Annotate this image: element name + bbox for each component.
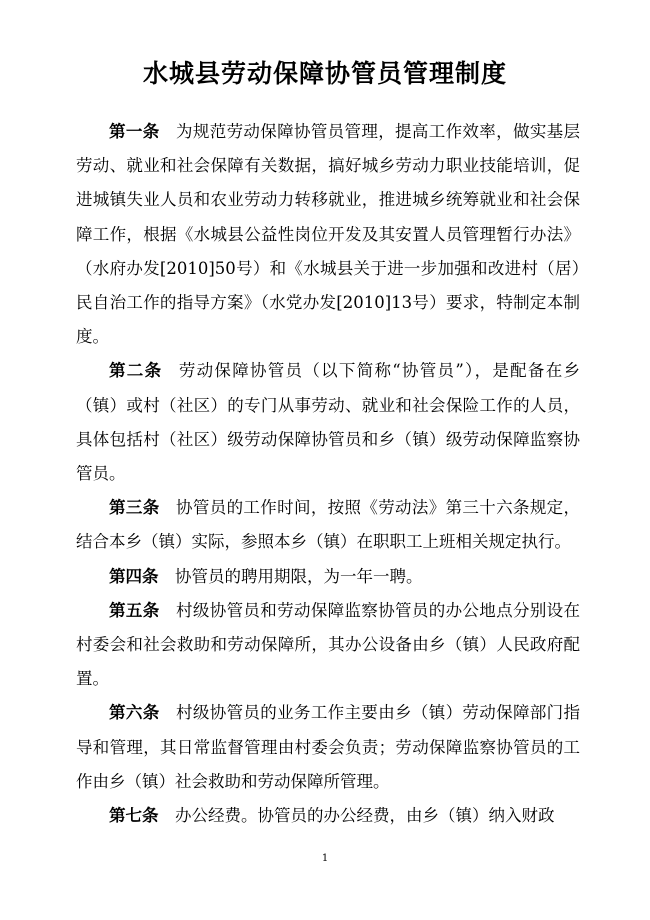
article-text: 劳动保障协管员（以下简称“协管员”），是配备在乡（镇）或村（社区）的专门从事劳动、就业和社会保险工作的人员，具体包括村（社区）级劳动保障协管员和乡（镇）级劳动保障监察协管员。	[76, 361, 581, 484]
article-label: 第五条	[109, 600, 160, 620]
page-number: 1	[321, 853, 329, 864]
article-5	[76, 594, 580, 697]
article-text: 协管员的聘用期限，为一年一聘。	[175, 566, 423, 586]
article-text: 村级协管员和劳动保障监察协管员的办公地点分别设在村委会和社会救助和劳动保障所，其办公设备由乡（镇）人民政府配置。	[76, 600, 581, 689]
article-7	[76, 799, 580, 833]
article-text: 协管员的工作时间，按照《劳动法》第三十六条规定，结合本乡（镇）实际，参照本乡（镇）在职职工上班相关规定执行。	[76, 498, 581, 552]
article-text: 办公经费。协管员的办公经费，由乡（镇）纳入财政	[175, 806, 555, 826]
article-label: 第四条	[109, 566, 159, 586]
article-label: 第七条	[109, 806, 159, 826]
article-text: 为规范劳动保障协管员管理，提高工作效率，做实基层劳动、就业和社会保障有关数据，搞好城乡劳动力职业技能培训，促进城镇失业人员和农业劳动力转移就业，推进城乡统筹就业和社会保障工作，根据《水城县公益性岗位开发及其安置人员管理暂行办法》（水府办发[2010]50号）和《水城县关于进一步加强和改进村（居）民自治工作的指导方案》（水党办发[2010]13号）要求，特制定本制度。	[76, 122, 581, 347]
article-label: 第二条	[109, 361, 163, 381]
article-label: 第三条	[109, 498, 160, 518]
article-2	[76, 354, 580, 491]
article-3	[76, 491, 580, 559]
document-body	[76, 115, 580, 833]
article-label: 第六条	[109, 703, 160, 723]
article-text: 村级协管员的业务工作主要由乡（镇）劳动保障部门指导和管理，其日常监督管理由村委会负责；劳动保障监察协管员的工作由乡（镇）社会救助和劳动保障所管理。	[76, 703, 581, 791]
document-title: 水城县劳动保障协管员管理制度	[142, 59, 507, 88]
article-6	[76, 696, 580, 799]
article-1	[76, 115, 580, 354]
article-label: 第一条	[109, 122, 160, 141]
article-4	[76, 560, 580, 594]
